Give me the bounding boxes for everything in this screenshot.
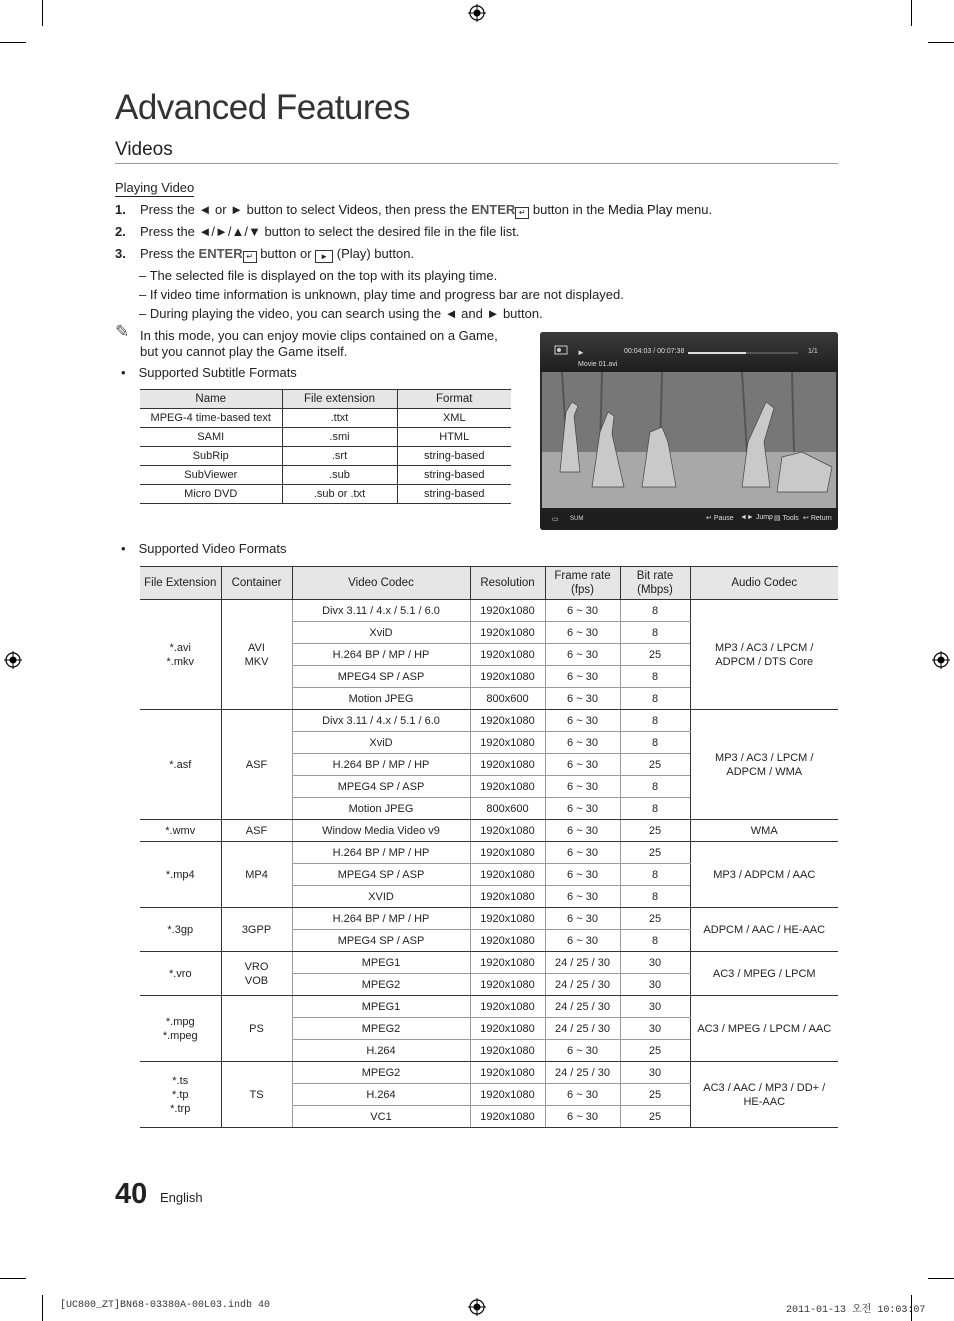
file-extension-cell: *.3gp	[140, 908, 221, 952]
bullet-text: Supported Video Formats	[138, 541, 287, 556]
note-pencil-icon: ✎	[115, 322, 130, 341]
frame-rate-cell: 6 ~ 30	[545, 600, 620, 622]
container-cell: TS	[221, 1062, 292, 1128]
video-codec-cell: Divx 3.11 / 4.x / 5.1 / 6.0	[292, 710, 470, 732]
container-cell: PS	[221, 996, 292, 1062]
device-name: SUM	[570, 516, 584, 522]
enter-label: ENTER	[198, 246, 243, 261]
table-cell: HTML	[397, 428, 511, 447]
audio-codec-cell: MP3 / ADPCM / AAC	[690, 842, 838, 908]
bit-rate-cell: 25	[620, 1040, 690, 1062]
audio-codec-cell: MP3 / AC3 / LPCM / ADPCM / WMA	[690, 710, 838, 820]
video-codec-cell: Motion JPEG	[292, 688, 470, 710]
table-row	[140, 466, 511, 485]
hint-label: Tools	[782, 515, 799, 522]
registration-mark-icon	[468, 1298, 486, 1316]
frame-rate-cell: 6 ~ 30	[545, 622, 620, 644]
step-1	[115, 202, 712, 219]
table-cell: .srt	[282, 447, 397, 466]
resolution-cell: 1920x1080	[470, 710, 545, 732]
step-number: 1.	[115, 202, 126, 217]
hint-label: Pause	[713, 515, 734, 522]
table-row	[140, 996, 838, 1018]
frame-rate-cell: 6 ~ 30	[545, 1040, 620, 1062]
hint-label: Jump	[755, 514, 773, 521]
play-button-icon: ►	[315, 250, 333, 263]
enter-icon: ↵	[515, 207, 529, 219]
frame-rate-cell: 6 ~ 30	[545, 886, 620, 908]
audio-codec-cell: MP3 / AC3 / LPCM / ADPCM / DTS Core	[690, 600, 838, 710]
file-extension-cell: *.mpg *.mpeg	[140, 996, 221, 1062]
print-date-info: 2011-01-13 오전 10:03:07	[786, 1305, 926, 1316]
bullet-dot: •	[121, 541, 126, 556]
frame-rate-cell: 6 ~ 30	[545, 776, 620, 798]
frame-rate-cell: 24 / 25 / 30	[545, 952, 620, 974]
table-header-row	[140, 390, 511, 409]
video-codec-cell: MPEG1	[292, 952, 470, 974]
bit-rate-cell: 8	[620, 732, 690, 754]
bit-rate-cell: 25	[620, 908, 690, 930]
frame-rate-cell: 6 ~ 30	[545, 930, 620, 952]
table-cell: MPEG-4 time-based text	[140, 409, 282, 428]
audio-codec-cell: AC3 / MPEG / LPCM	[690, 952, 838, 996]
file-extension-cell: *.asf	[140, 710, 221, 820]
video-codec-cell: MPEG1	[292, 996, 470, 1018]
file-extension-cell: *.ts *.tp *.trp	[140, 1062, 221, 1128]
resolution-cell: 1920x1080	[470, 1106, 545, 1128]
table-row	[140, 952, 838, 974]
section-divider	[115, 163, 838, 164]
bit-rate-cell: 8	[620, 776, 690, 798]
video-codec-cell: MPEG2	[292, 1062, 470, 1084]
container-cell: ASF	[221, 710, 292, 820]
file-extension-cell: *.wmv	[140, 820, 221, 842]
column-header: Resolution	[470, 567, 545, 600]
table-row	[140, 842, 838, 864]
frame-rate-cell: 6 ~ 30	[545, 688, 620, 710]
usb-device-icon: ▭	[552, 516, 559, 523]
resolution-cell: 1920x1080	[470, 886, 545, 908]
hint-label: Return	[810, 515, 832, 522]
column-header: Video Codec	[292, 567, 470, 600]
frame-rate-cell: 6 ~ 30	[545, 1106, 620, 1128]
table-cell: SubRip	[140, 447, 282, 466]
step-text: menu.	[672, 202, 713, 217]
bit-rate-cell: 8	[620, 666, 690, 688]
note-line: In this mode, you can enjoy movie clips contained on a Game,	[140, 328, 498, 343]
step-text: Press the ◄/►/▲/▼ button to select the desired file in the file list.	[140, 224, 520, 239]
crop-mark	[928, 42, 954, 43]
frame-rate-cell: 24 / 25 / 30	[545, 996, 620, 1018]
video-formats-table	[140, 566, 838, 1128]
play-time: 00:04:03 / 00:07:38	[624, 348, 685, 355]
registration-mark-icon	[4, 651, 22, 669]
frame-rate-cell: 6 ~ 30	[545, 666, 620, 688]
file-name: Movie 01.avi	[578, 361, 618, 368]
resolution-cell: 1920x1080	[470, 1040, 545, 1062]
enter-pause-hint: ↵ Pause	[706, 515, 734, 522]
note-line: but you cannot play the Game itself.	[140, 344, 348, 359]
bit-rate-cell: 30	[620, 1018, 690, 1040]
step-number: 3.	[115, 246, 126, 261]
video-reel-icon	[554, 344, 568, 356]
table-cell: .ttxt	[282, 409, 397, 428]
video-frame	[542, 372, 836, 508]
column-header: File Extension	[140, 567, 221, 600]
video-codec-cell: H.264 BP / MP / HP	[292, 908, 470, 930]
bit-rate-cell: 8	[620, 864, 690, 886]
table-row	[140, 1062, 838, 1084]
video-codec-cell: XviD	[292, 732, 470, 754]
column-header: Format	[397, 390, 511, 409]
video-codec-cell: Window Media Video v9	[292, 820, 470, 842]
bit-rate-cell: 8	[620, 930, 690, 952]
resolution-cell: 1920x1080	[470, 622, 545, 644]
audio-codec-cell: AC3 / AAC / MP3 / DD+ / HE-AAC	[690, 1062, 838, 1128]
bit-rate-cell: 25	[620, 820, 690, 842]
frame-rate-cell: 24 / 25 / 30	[545, 1018, 620, 1040]
container-cell: VRO VOB	[221, 952, 292, 996]
video-codec-cell: MPEG2	[292, 974, 470, 996]
resolution-cell: 1920x1080	[470, 908, 545, 930]
crop-mark	[928, 1278, 954, 1279]
resolution-cell: 1920x1080	[470, 842, 545, 864]
audio-codec-cell: ADPCM / AAC / HE-AAC	[690, 908, 838, 952]
page-number: 40	[115, 1178, 148, 1210]
table-cell: Micro DVD	[140, 485, 282, 504]
table-row	[140, 428, 511, 447]
bullet-subtitle-formats	[121, 365, 297, 380]
table-cell: string-based	[397, 485, 511, 504]
progress-bar	[688, 352, 798, 354]
frame-rate-cell: 6 ~ 30	[545, 644, 620, 666]
video-codec-cell: MPEG4 SP / ASP	[292, 776, 470, 798]
bit-rate-cell: 25	[620, 754, 690, 776]
enter-icon: ↵	[243, 251, 257, 263]
bit-rate-cell: 8	[620, 622, 690, 644]
video-codec-cell: H.264	[292, 1040, 470, 1062]
resolution-cell: 1920x1080	[470, 644, 545, 666]
frame-rate-cell: 6 ~ 30	[545, 864, 620, 886]
audio-codec-cell: AC3 / MPEG / LPCM / AAC	[690, 996, 838, 1062]
page-title: Advanced Features	[115, 88, 411, 127]
player-bottom-bar	[540, 508, 838, 530]
resolution-cell: 1920x1080	[470, 952, 545, 974]
container-cell: 3GPP	[221, 908, 292, 952]
column-header: Name	[140, 390, 282, 409]
table-row	[140, 409, 511, 428]
frame-rate-cell: 6 ~ 30	[545, 842, 620, 864]
sub-note: – If video time information is unknown, play time and progress bar are not displayed.	[139, 287, 624, 302]
video-codec-cell: Motion JPEG	[292, 798, 470, 820]
crop-mark	[42, 0, 43, 26]
bit-rate-cell: 8	[620, 886, 690, 908]
bullet-text: Supported Subtitle Formats	[138, 365, 297, 380]
step-text: button or	[256, 246, 316, 261]
sub-note: – During playing the video, you can search using the ◄ and ► button.	[139, 306, 543, 321]
audio-codec-cell: WMA	[690, 820, 838, 842]
file-count: 1/1	[808, 348, 818, 355]
bit-rate-cell: 8	[620, 688, 690, 710]
resolution-cell: 1920x1080	[470, 996, 545, 1018]
frame-rate-cell: 6 ~ 30	[545, 820, 620, 842]
container-cell: AVI MKV	[221, 600, 292, 710]
player-top-bar	[540, 332, 838, 372]
column-header: Audio Codec	[690, 567, 838, 600]
column-header: Bit rate (Mbps)	[620, 567, 690, 600]
crop-mark	[0, 1278, 26, 1279]
step-text: button in the	[529, 202, 609, 217]
table-row	[140, 447, 511, 466]
table-row	[140, 485, 511, 504]
resolution-cell: 800x600	[470, 688, 545, 710]
video-codec-cell: H.264	[292, 1084, 470, 1106]
bit-rate-cell: 8	[620, 710, 690, 732]
video-codec-cell: H.264 BP / MP / HP	[292, 644, 470, 666]
frame-rate-cell: 6 ~ 30	[545, 908, 620, 930]
media-play-screenshot	[540, 332, 838, 530]
table-cell: XML	[397, 409, 511, 428]
resolution-cell: 1920x1080	[470, 1018, 545, 1040]
crop-mark	[911, 0, 912, 26]
resolution-cell: 800x600	[470, 798, 545, 820]
sub-note: – The selected file is displayed on the top with its playing time.	[139, 268, 498, 283]
crop-mark	[42, 1295, 43, 1321]
resolution-cell: 1920x1080	[470, 600, 545, 622]
video-codec-cell: H.264 BP / MP / HP	[292, 754, 470, 776]
video-codec-cell: MPEG4 SP / ASP	[292, 930, 470, 952]
jump-hint: ◄► Jump	[740, 514, 773, 521]
step-2	[115, 224, 520, 239]
section-title: Videos	[115, 139, 173, 160]
step-text: Press the ◄ or ► button to select	[140, 202, 339, 217]
video-codec-cell: XviD	[292, 622, 470, 644]
bit-rate-cell: 25	[620, 1106, 690, 1128]
step-text: Press the	[140, 246, 199, 261]
resolution-cell: 1920x1080	[470, 1062, 545, 1084]
table-row	[140, 908, 838, 930]
bit-rate-cell: 30	[620, 996, 690, 1018]
bullet-dot: •	[121, 365, 126, 380]
column-header: Frame rate (fps)	[545, 567, 620, 600]
table-cell: .sub or .txt	[282, 485, 397, 504]
bit-rate-cell: 8	[620, 600, 690, 622]
resolution-cell: 1920x1080	[470, 732, 545, 754]
subtitle-formats-table	[140, 389, 511, 504]
step-text-bold: Videos	[338, 202, 378, 217]
step-text: (Play) button.	[333, 246, 415, 261]
table-header-row	[140, 567, 838, 600]
play-state-icon: ►	[577, 348, 585, 357]
file-extension-cell: *.avi *.mkv	[140, 600, 221, 710]
frame-rate-cell: 6 ~ 30	[545, 1084, 620, 1106]
bit-rate-cell: 25	[620, 644, 690, 666]
video-codec-cell: XVID	[292, 886, 470, 908]
subsection-heading: Playing Video	[115, 180, 195, 195]
frame-rate-cell: 24 / 25 / 30	[545, 1062, 620, 1084]
resolution-cell: 1920x1080	[470, 864, 545, 886]
table-cell: .smi	[282, 428, 397, 447]
registration-mark-icon	[468, 4, 486, 22]
video-codec-cell: H.264 BP / MP / HP	[292, 842, 470, 864]
step-text: , then press the	[377, 202, 472, 217]
table-cell: SAMI	[140, 428, 282, 447]
tools-hint: ▤ Tools	[774, 515, 799, 522]
resolution-cell: 1920x1080	[470, 974, 545, 996]
frame-rate-cell: 6 ~ 30	[545, 754, 620, 776]
container-cell: ASF	[221, 820, 292, 842]
resolution-cell: 1920x1080	[470, 666, 545, 688]
video-codec-cell: VC1	[292, 1106, 470, 1128]
table-cell: string-based	[397, 466, 511, 485]
bit-rate-cell: 30	[620, 974, 690, 996]
table-cell: .sub	[282, 466, 397, 485]
file-extension-cell: *.mp4	[140, 842, 221, 908]
giraffe-scene	[542, 372, 836, 508]
resolution-cell: 1920x1080	[470, 930, 545, 952]
frame-rate-cell: 6 ~ 30	[545, 732, 620, 754]
video-codec-cell: MPEG4 SP / ASP	[292, 864, 470, 886]
video-codec-cell: MPEG4 SP / ASP	[292, 666, 470, 688]
return-hint: ↩ Return	[803, 515, 832, 522]
resolution-cell: 1920x1080	[470, 820, 545, 842]
bullet-video-formats	[121, 541, 286, 556]
column-header: File extension	[282, 390, 397, 409]
enter-label: ENTER	[471, 202, 516, 217]
bit-rate-cell: 30	[620, 952, 690, 974]
table-cell: SubViewer	[140, 466, 282, 485]
video-codec-cell: Divx 3.11 / 4.x / 5.1 / 6.0	[292, 600, 470, 622]
step-number: 2.	[115, 224, 126, 239]
step-3	[115, 246, 414, 263]
table-row	[140, 600, 838, 622]
table-cell: string-based	[397, 447, 511, 466]
page-language: English	[160, 1190, 203, 1205]
bit-rate-cell: 25	[620, 1084, 690, 1106]
frame-rate-cell: 6 ~ 30	[545, 710, 620, 732]
resolution-cell: 1920x1080	[470, 1084, 545, 1106]
frame-rate-cell: 6 ~ 30	[545, 798, 620, 820]
table-row	[140, 710, 838, 732]
file-extension-cell: *.vro	[140, 952, 221, 996]
step-text-bold: Media Play	[608, 202, 673, 217]
frame-rate-cell: 24 / 25 / 30	[545, 974, 620, 996]
registration-mark-icon	[932, 651, 950, 669]
container-cell: MP4	[221, 842, 292, 908]
print-file-info: [UC800_ZT]BN68-03380A-00L03.indb 40	[60, 1300, 271, 1311]
table-row	[140, 820, 838, 842]
bit-rate-cell: 25	[620, 842, 690, 864]
crop-mark	[0, 42, 26, 43]
bit-rate-cell: 8	[620, 798, 690, 820]
video-codec-cell: MPEG2	[292, 1018, 470, 1040]
resolution-cell: 1920x1080	[470, 776, 545, 798]
column-header: Container	[221, 567, 292, 600]
bit-rate-cell: 30	[620, 1062, 690, 1084]
resolution-cell: 1920x1080	[470, 754, 545, 776]
